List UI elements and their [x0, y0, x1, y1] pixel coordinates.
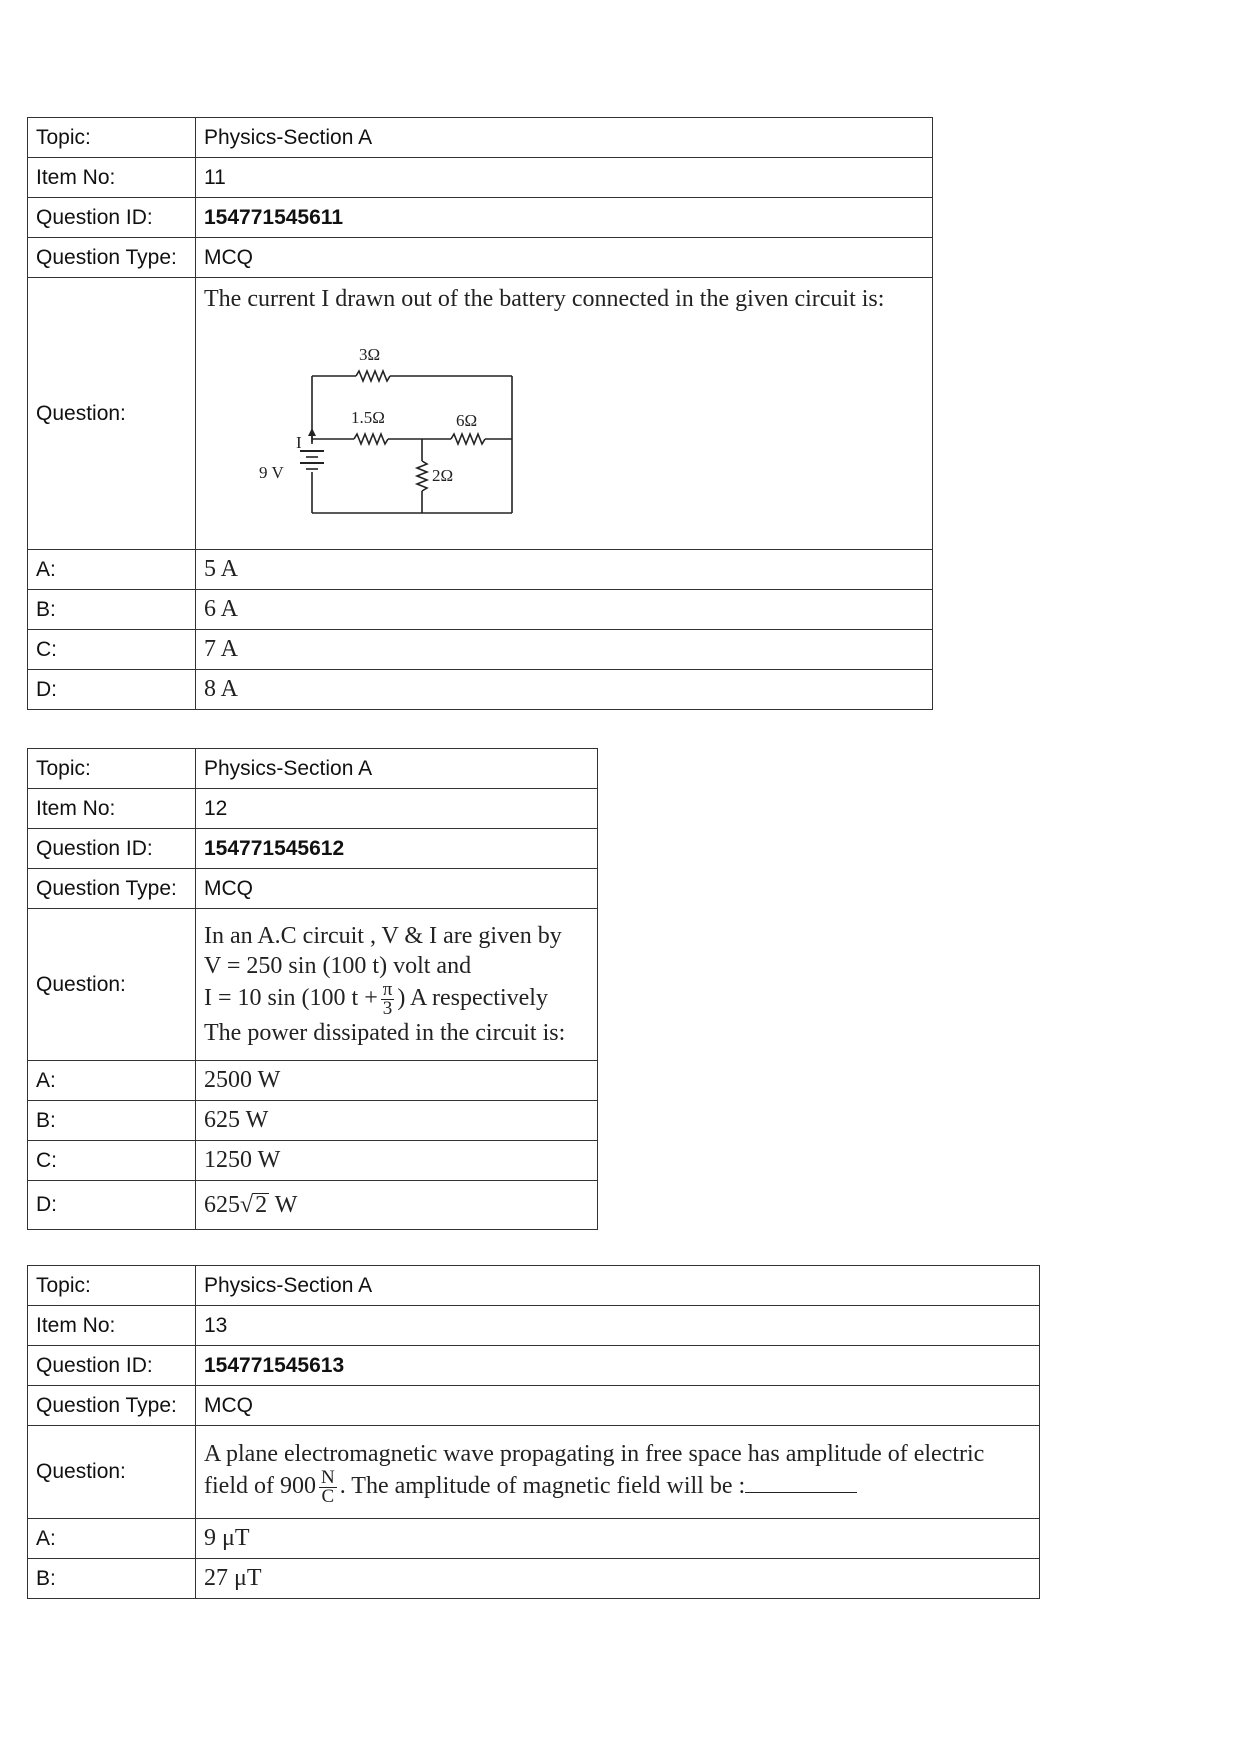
fraction-denominator: C: [321, 1485, 335, 1507]
question-id-label: Question ID:: [28, 1346, 196, 1386]
question-type-label: Question Type:: [28, 869, 196, 909]
item-no-value: 11: [196, 158, 933, 198]
question-type-value: MCQ: [196, 869, 598, 909]
resistor-6-label: 6Ω: [456, 411, 478, 430]
item-no-value: 13: [196, 1306, 1040, 1346]
question-line-2: [204, 1466, 1031, 1507]
option-a-text: 9 μT: [196, 1519, 1040, 1559]
sqrt-radicand: 2: [255, 1191, 268, 1218]
question-line-2: V = 250 sin (100 t) volt and: [204, 953, 472, 979]
question-type-label: Question Type:: [28, 238, 196, 278]
item-no-label: Item No:: [28, 1306, 196, 1346]
option-a-text: 5 A: [196, 550, 933, 590]
question-line-4: The power dissipated in the circuit is:: [204, 1020, 566, 1046]
topic-value: Physics-Section A: [196, 749, 598, 789]
topic-value: Physics-Section A: [196, 118, 933, 158]
option-b-label: B:: [28, 1559, 196, 1599]
question-line-1: In an A.C circuit , V & I are given by: [204, 923, 562, 949]
pi-over-3-fraction: [381, 981, 395, 1018]
option-a-label: A:: [28, 1519, 196, 1559]
question-label: Question:: [28, 909, 196, 1061]
question-body: [196, 278, 933, 550]
question-id-value: 154771545612: [196, 829, 598, 869]
option-c-text: 1250 W: [196, 1141, 598, 1181]
question-body: [196, 909, 598, 1061]
question-line-1: A plane electromagnetic wave propagating in free space has amplitude of electric: [204, 1440, 985, 1467]
resistor-3-label: 3Ω: [359, 345, 381, 364]
question-label: Question:: [28, 1426, 196, 1519]
option-c-label: C:: [28, 1141, 196, 1181]
item-no-value: 12: [196, 789, 598, 829]
sqrt-symbol: √: [240, 1191, 254, 1218]
question-line-3-pre: I = 10 sin (100 t +: [204, 985, 378, 1012]
option-b-text: 625 W: [196, 1101, 598, 1141]
option-a-label: A:: [28, 550, 196, 590]
option-d-unit: W: [274, 1191, 298, 1218]
option-a-text: 2500 W: [196, 1061, 598, 1101]
option-d-label: D:: [28, 670, 196, 710]
item-no-label: Item No:: [28, 158, 196, 198]
question-line-2-post: . The amplitude of magnetic field will be :: [339, 1472, 746, 1499]
current-label: I: [296, 433, 302, 452]
question-body: [196, 1426, 1040, 1519]
option-c-text: 7 A: [196, 630, 933, 670]
option-d-coefficient: 625: [204, 1191, 240, 1218]
topic-label: Topic:: [28, 749, 196, 789]
option-b-text: 6 A: [196, 590, 933, 630]
option-b-label: B:: [28, 1101, 196, 1141]
question-card-13: [27, 1265, 1040, 1599]
battery-label: 9 V: [259, 463, 284, 482]
question-text: The current I drawn out of the battery connected in the given circuit is:: [204, 286, 885, 312]
question-id-label: Question ID:: [28, 198, 196, 238]
topic-value: Physics-Section A: [196, 1266, 1040, 1306]
option-a-label: A:: [28, 1061, 196, 1101]
fraction-numerator: π: [382, 979, 393, 1000]
question-type-value: MCQ: [196, 238, 933, 278]
question-id-label: Question ID:: [28, 829, 196, 869]
question-type-label: Question Type:: [28, 1386, 196, 1426]
current-arrow-icon: [308, 428, 316, 436]
item-no-label: Item No:: [28, 789, 196, 829]
fraction-numerator: N: [320, 1466, 335, 1488]
option-d-text: [196, 1181, 598, 1230]
option-d-text: 8 A: [196, 670, 933, 710]
option-b-text: 27 μT: [196, 1559, 1040, 1599]
fraction-denominator: 3: [382, 998, 393, 1019]
topic-label: Topic:: [28, 1266, 196, 1306]
question-id-value: 154771545613: [196, 1346, 1040, 1386]
question-line-3-post: ) A respectively: [397, 985, 548, 1012]
question-line-3: [204, 981, 589, 1018]
option-b-label: B:: [28, 590, 196, 630]
option-d-label: D:: [28, 1181, 196, 1230]
resistor-1-5-label: 1.5Ω: [351, 408, 385, 427]
answer-blank: [745, 1472, 857, 1493]
question-type-value: MCQ: [196, 1386, 1040, 1426]
option-c-label: C:: [28, 630, 196, 670]
topic-label: Topic:: [28, 118, 196, 158]
question-line-2-pre: field of 900: [204, 1472, 316, 1499]
question-card-12: [27, 748, 598, 1230]
question-card-11: [27, 117, 933, 710]
n-over-c-fraction: [319, 1466, 337, 1507]
resistor-2-label: 2Ω: [432, 466, 454, 485]
question-label: Question:: [28, 278, 196, 550]
circuit-diagram: [228, 316, 528, 531]
question-id-value: 154771545611: [196, 198, 933, 238]
